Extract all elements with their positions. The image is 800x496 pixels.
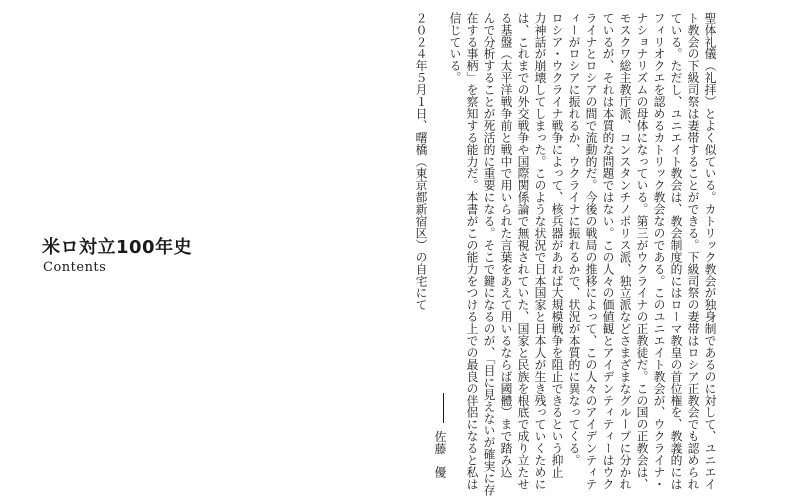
- contents-label: Contents: [43, 260, 107, 275]
- text-column: ているが、それは本質的な問題ではない。この人々の価値観とアイデンティティーはウク: [601, 12, 615, 490]
- signature-dash: [443, 393, 444, 423]
- author-signature: [431, 393, 448, 478]
- text-column: ナショナリズムの母体になっている。第三がウクライナの正教徒だ。この国の正教会は、: [635, 12, 649, 490]
- text-column: モスクワ総主教庁派、コンスタンチノポリス派、独立派などさまざまなグループに分かれ: [618, 12, 632, 490]
- text-column: は、これまでの外交戦争や国際関係論で無視されていた、国家と民族を根底で成り立たせ: [516, 12, 530, 490]
- text-column: 信じている。: [448, 12, 462, 84]
- dateline: ２０２４年５月１日、曙橋（東京都新宿区）の自宅にて: [414, 12, 428, 311]
- text-column: る基盤（太平洋戦争前と戦中で用いられた言葉をあえて用いるならば國體）まで踏み込: [499, 12, 513, 479]
- book-title: 米ロ対立100年史: [42, 237, 193, 258]
- text-column: ト教会の下級司祭は妻帯することができる。下級司祭の妻帯はロシア正教会でも認められ: [686, 12, 700, 490]
- text-column: ロシア・ウクライナ戦争によって、核兵器があれば大規模戦争を阻止できるという抑止: [550, 12, 564, 479]
- text-column: 在する事柄」を察知する能力だ。本書がこの能力をつける上での最良の伴侶になると私は: [465, 12, 479, 490]
- text-column: ィーがロシアに振れるか、ウクライナに振れるかで、状況が本質的に異なってくる。: [567, 12, 581, 467]
- text-column: フィリオクエを認めるカトリック教会なのである。このユニエイト教会が、ウクライナ・: [652, 12, 666, 490]
- text-column: 力神話が崩壊してしまった。このような状況で日本国家と日本人が生き残っていくために: [533, 12, 547, 490]
- left-page: [0, 0, 400, 495]
- text-column: 聖体礼儀（礼拝）とよく似ている。カトリック教会が独身制であるのに対して、ユニエイ: [703, 12, 717, 490]
- author-name: 佐藤 優: [433, 430, 447, 478]
- text-column: ている。ただし、ユニエイト教会は、教会制度的にはローマ教皇の首位権を、教義的には: [669, 12, 683, 490]
- body-text: [412, 12, 718, 496]
- text-column: んで分析することが死活的に重要になる。そこで鍵になるのが、「目に見えないが確実に存: [482, 12, 496, 496]
- text-column: ライナとロシアの間で流動的だ。今後の戦局の推移によって、この人々のアイデンティテ: [584, 12, 598, 490]
